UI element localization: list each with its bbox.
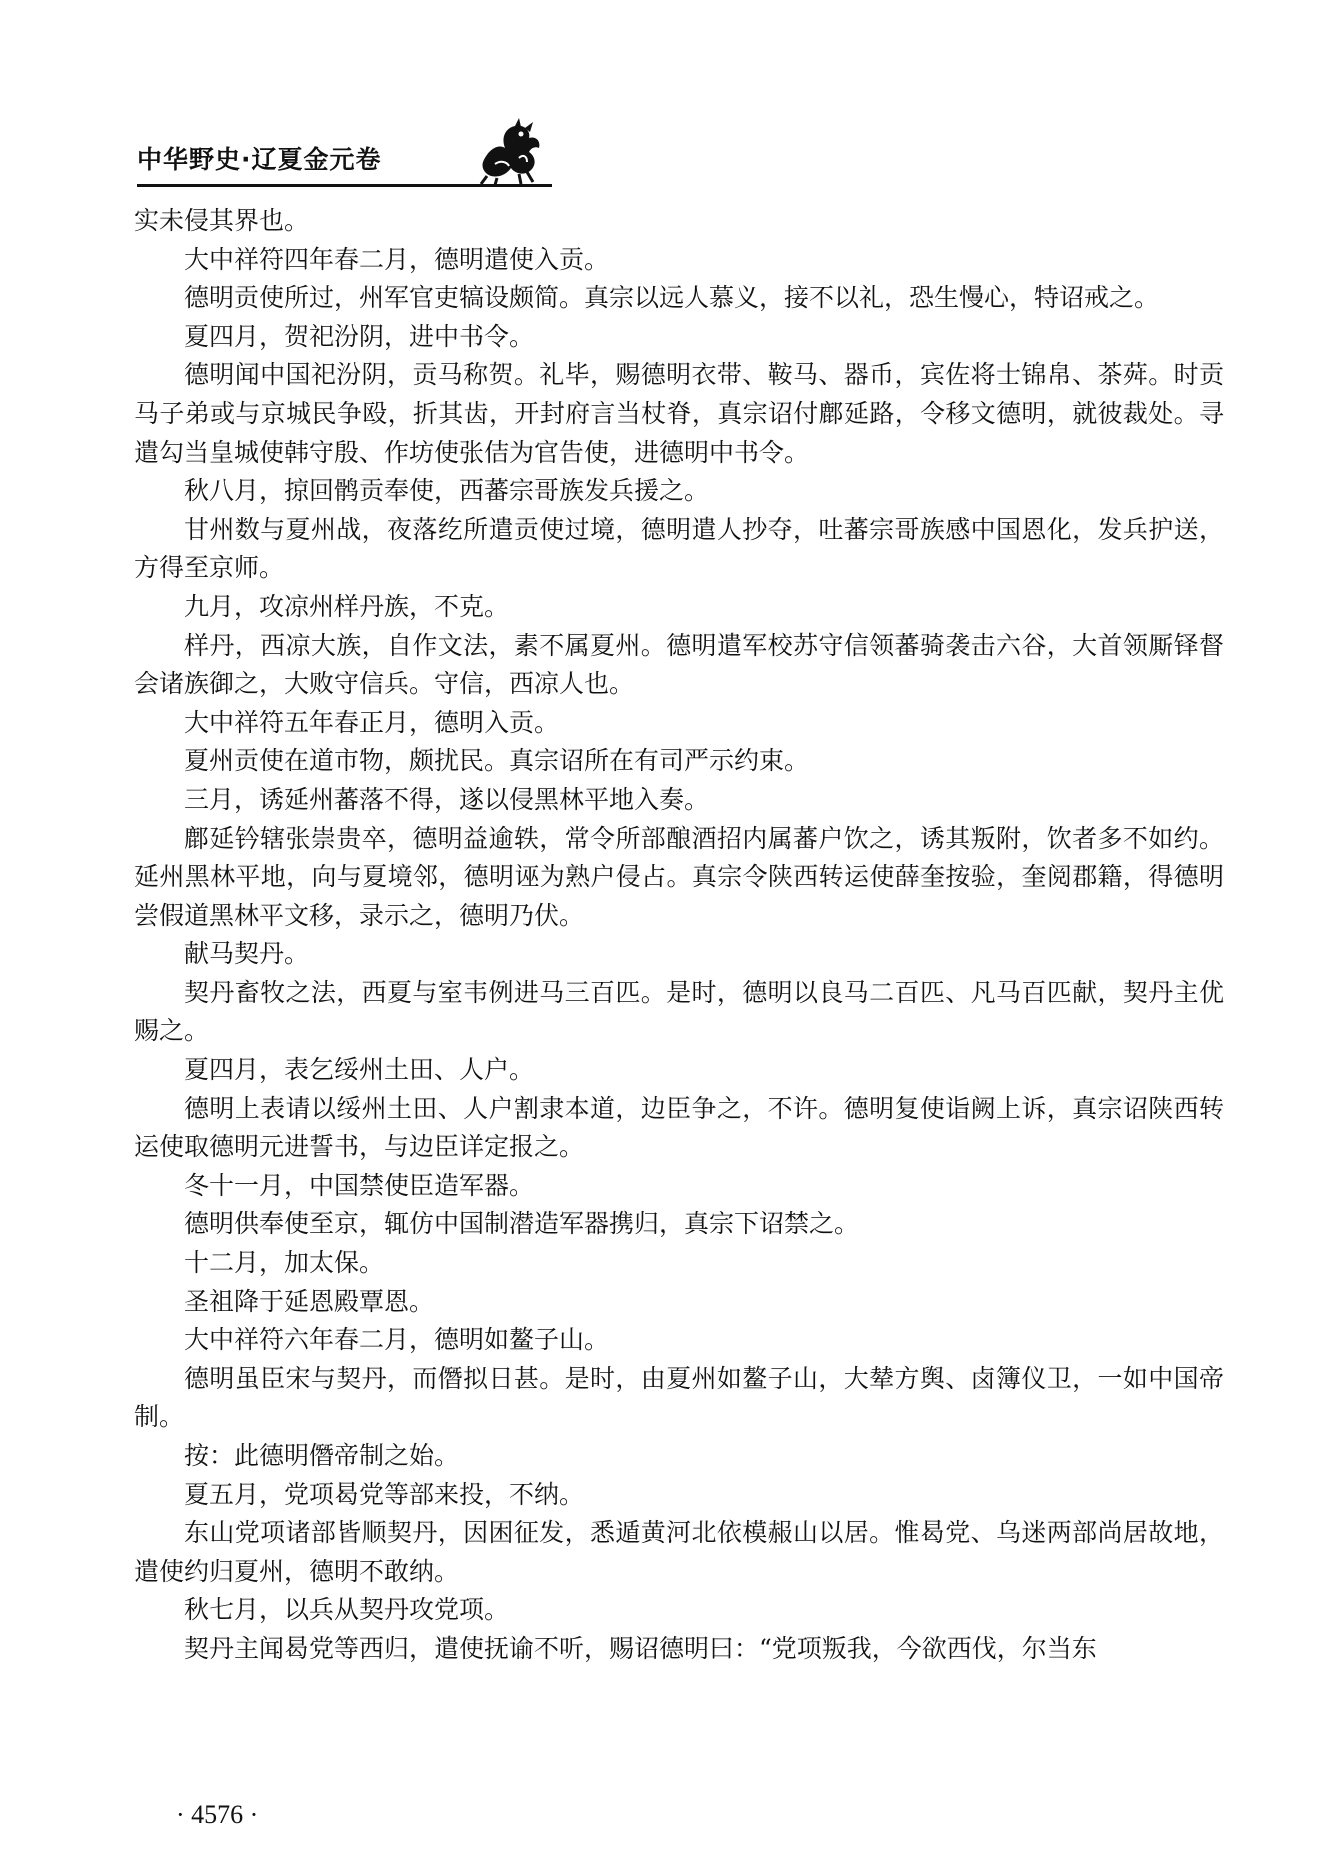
running-header xyxy=(137,118,552,192)
paragraph: 鄜延钤辖张崇贵卒，德明益逾轶，常令所部酿酒招内属蕃户饮之，诱其叛附，饮者多不如约。延州黑林平地，向与夏境邻，德明诬为熟户侵占。真宗令陕西转运使薛奎按验，奎阅郡籍，得德明尝假道黑林平文移，录示之，德明乃伏。 xyxy=(134,823,1224,930)
paragraph: 九月，攻凉州样丹族，不克。 xyxy=(184,591,510,621)
paragraph: 德明上表请以绥州土田、人户割隶本道，边臣争之，不许。德明复使诣阙上诉，真宗诏陕西转运使取德明元进誓书，与边臣详定报之。 xyxy=(134,1093,1224,1162)
paragraph: 大中祥符六年春二月，德明如鳌子山。 xyxy=(184,1325,610,1355)
paragraph: 冬十一月，中国禁使臣造军器。 xyxy=(184,1170,535,1200)
paragraph: 按：此德明僭帝制之始。 xyxy=(184,1441,460,1470)
paragraph: 契丹畜牧之法，西夏与室韦例进马三百匹。是时，德明以良马二百匹、凡马百匹献，契丹主优赐之。 xyxy=(134,977,1224,1046)
paragraph: 东山党项诸部皆顺契丹，因困征发，悉遁黄河北依模赧山以居。惟曷党、乌迷两部尚居故地，遣使约归夏州，德明不敢纳。 xyxy=(134,1518,1224,1586)
paragraph: 德明闻中国祀汾阴，贡马称贺。礼毕，赐德明衣带、鞍马、器币，宾佐将士锦帛、茶荈。时贡马子弟或与京城民争殴，折其齿，开封府言当杖脊，真宗诏付鄜延路，令移文德明，就彼裁处。寻遣勾当皇城使韩守殷、作坊使张佶为官告使，进德明中书令。 xyxy=(134,360,1224,467)
paragraph: 德明贡使所过，州军官吏犒设颇简。真宗以远人慕义，接不以礼，恐生慢心，特诏戒之。 xyxy=(184,283,1160,313)
paragraph: 甘州数与夏州战，夜落纥所遣贡使过境，德明遣人抄夺，吐蕃宗哥族感中国恩化，发兵护送，方得至京师。 xyxy=(134,514,1224,583)
book-title: 中华野史·辽夏金元卷 xyxy=(137,145,382,174)
paragraph: 圣祖降于延恩殿覃恩。 xyxy=(184,1286,435,1316)
page-number: · 4576 · xyxy=(176,1800,259,1829)
paragraph: 夏四月，贺祀汾阴，进中书令。 xyxy=(184,321,535,351)
paragraph: 大中祥符五年春正月，德明入贡。 xyxy=(184,707,560,737)
paragraph: 夏五月，党项曷党等部来投，不纳。 xyxy=(184,1479,585,1509)
paragraph: 秋八月，掠回鹘贡奉使，西蕃宗哥族发兵援之。 xyxy=(184,476,710,506)
paragraph: 大中祥符四年春二月，德明遣使入贡。 xyxy=(184,244,610,274)
dragon-emblem-icon xyxy=(475,118,547,186)
paragraph: 德明供奉使至京，辄仿中国制潜造军器携归，真宗下诏禁之。 xyxy=(184,1209,860,1239)
paragraph: 样丹，西凉大族，自作文法，素不属夏州。德明遣军校苏守信领蕃骑袭击六谷，大首领厮铎督会诸族御之，大败守信兵。守信，西凉人也。 xyxy=(134,630,1224,699)
paragraph: 德明虽臣宋与契丹，而僭拟日甚。是时，由夏州如鳌子山，大辇方舆、卤簿仪卫，一如中国帝制。 xyxy=(134,1363,1224,1432)
paragraph: 夏四月，表乞绥州土田、人户。 xyxy=(184,1055,535,1085)
body-text xyxy=(134,202,1224,1669)
header-divider xyxy=(137,184,552,187)
paragraph: 献马契丹。 xyxy=(184,939,310,969)
paragraph: 实未侵其界也。 xyxy=(134,206,310,235)
paragraph: 三月，诱延州蕃落不得，遂以侵黑林平地入奏。 xyxy=(184,784,710,814)
paragraph: 夏州贡使在道市物，颇扰民。真宗诏所在有司严示约束。 xyxy=(184,746,810,776)
paragraph: 契丹主闻曷党等西归，遣使抚谕不听，赐诏德明曰：“党项叛我，今欲西伐，尔当东 xyxy=(184,1633,1097,1663)
paragraph: 十二月，加太保。 xyxy=(184,1248,385,1278)
paragraph: 秋七月，以兵从契丹攻党项。 xyxy=(184,1595,510,1625)
